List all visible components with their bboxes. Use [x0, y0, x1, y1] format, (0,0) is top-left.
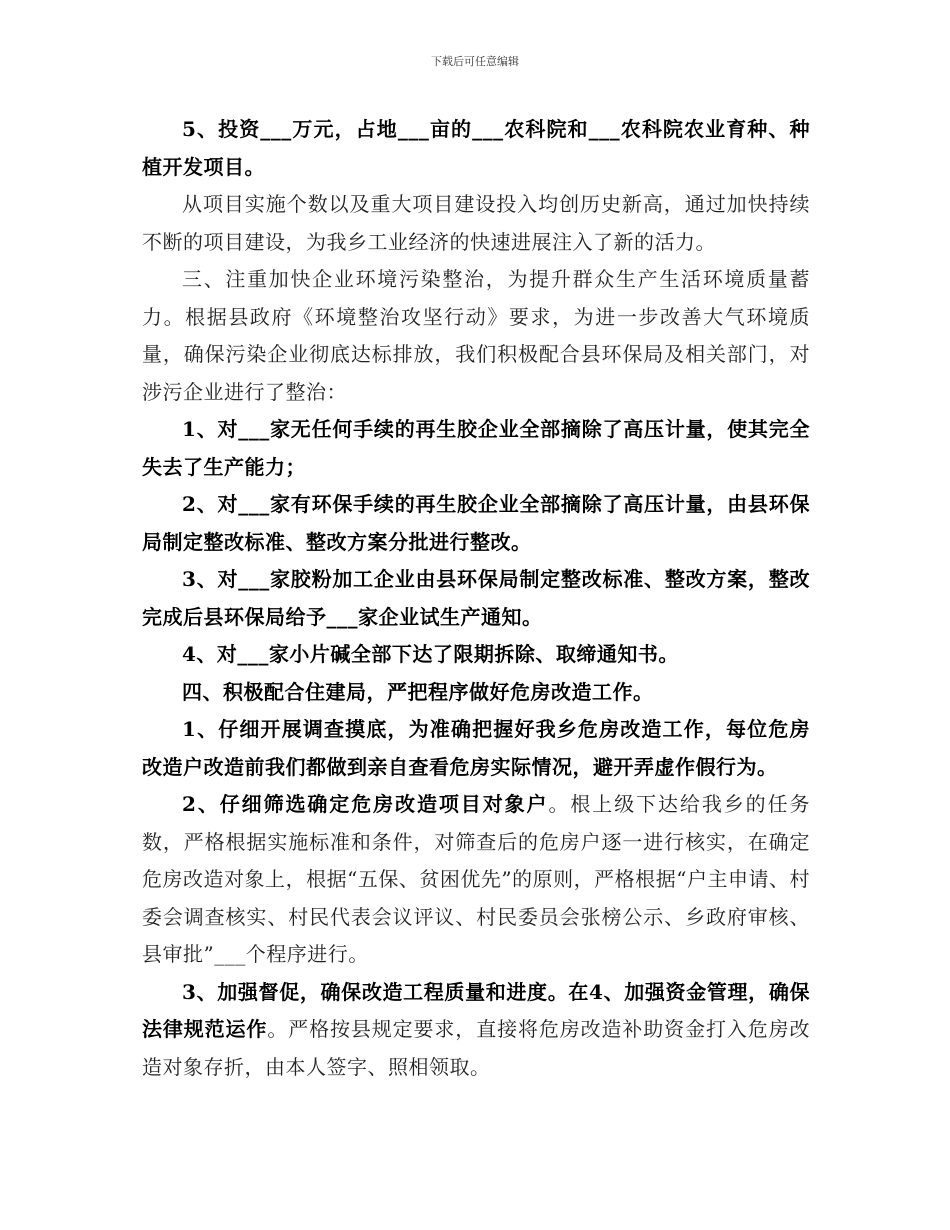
paragraph-pollution-item-3: 3、对___家胶粉加工企业由县环保局制定整改标准、整改方案，整改完成后县环保局给予___家企业试生产通知。: [142, 567, 810, 629]
paragraph-section-4-housing: 四、积极配合住建局，严把程序做好危房改造工作。: [182, 679, 654, 704]
page-header-note: 下载后可任意编辑: [431, 55, 519, 68]
paragraph-section-3-pollution: 三、注重加快企业环境污染整治，为提升群众生产生活环境质量蓄力。根据县政府《环境整治攻坚行动》要求，为进一步改善大气环境质量，确保污染企业彻底达标排放，我们积极配合县环保局及相关部门，对涉污企业进行了整治：: [142, 267, 810, 404]
document-body: [142, 111, 810, 1086]
paragraph-housing-item-1: 1、仔细开展调查摸底，为准确把握好我乡危房改造工作，每位危房改造户改造前我们都做到亲自查看危房实际情况，避开弄虚作假行为。: [142, 717, 810, 779]
paragraph-housing-item-2-lead: 2、仔细筛选确定危房改造项目对象户: [182, 792, 549, 816]
paragraph-housing-item-3-4-rest: 。严格按县规定要求，直接将危房改造补助资金打入危房改造对象存折，由本人签字、照相领取。: [142, 1017, 811, 1079]
paragraph-pollution-item-4: 4、对___家小片碱全部下达了限期拆除、取缔通知书。: [182, 642, 679, 666]
paragraph-housing-item-2: [142, 786, 810, 974]
paragraph-housing-item-3-4-lead: 3、加强督促，确保改造工程质量和进度。在4、加强资金管理，确保法律规范运作: [142, 979, 810, 1041]
paragraph-housing-item-2-rest: 。根上级下达给我乡的任务数，严格根据实施标准和条件，对筛查后的危房户逐一进行核实，在确定危房改造对象上，根据“五保、贫困优先”的原则，严格根据“户主申请、村委会调查核实、村民代表会议评议、村民委员会张榜公示、乡政府审核、县审批”___个程序进行。: [142, 792, 811, 966]
paragraph-project-summary: 从项目实施个数以及重大项目建设投入均创历史新高，通过加快持续不断的项目建设，为我乡工业经济的快速进展注入了新的活力。: [142, 192, 810, 254]
paragraph-item-5-investment: 5、投资___万元，占地___亩的___农科院和___农科院农业育种、种植开发项目。: [142, 117, 810, 179]
paragraph-housing-item-3-4: [142, 974, 810, 1087]
paragraph-pollution-item-2: 2、对___家有环保手续的再生胶企业全部摘除了高压计量，由县环保局制定整改标准、整改方案分批进行整改。: [142, 492, 810, 554]
paragraph-pollution-item-1: 1、对___家无任何手续的再生胶企业全部摘除了高压计量，使其完全失去了生产能力；: [142, 417, 810, 479]
